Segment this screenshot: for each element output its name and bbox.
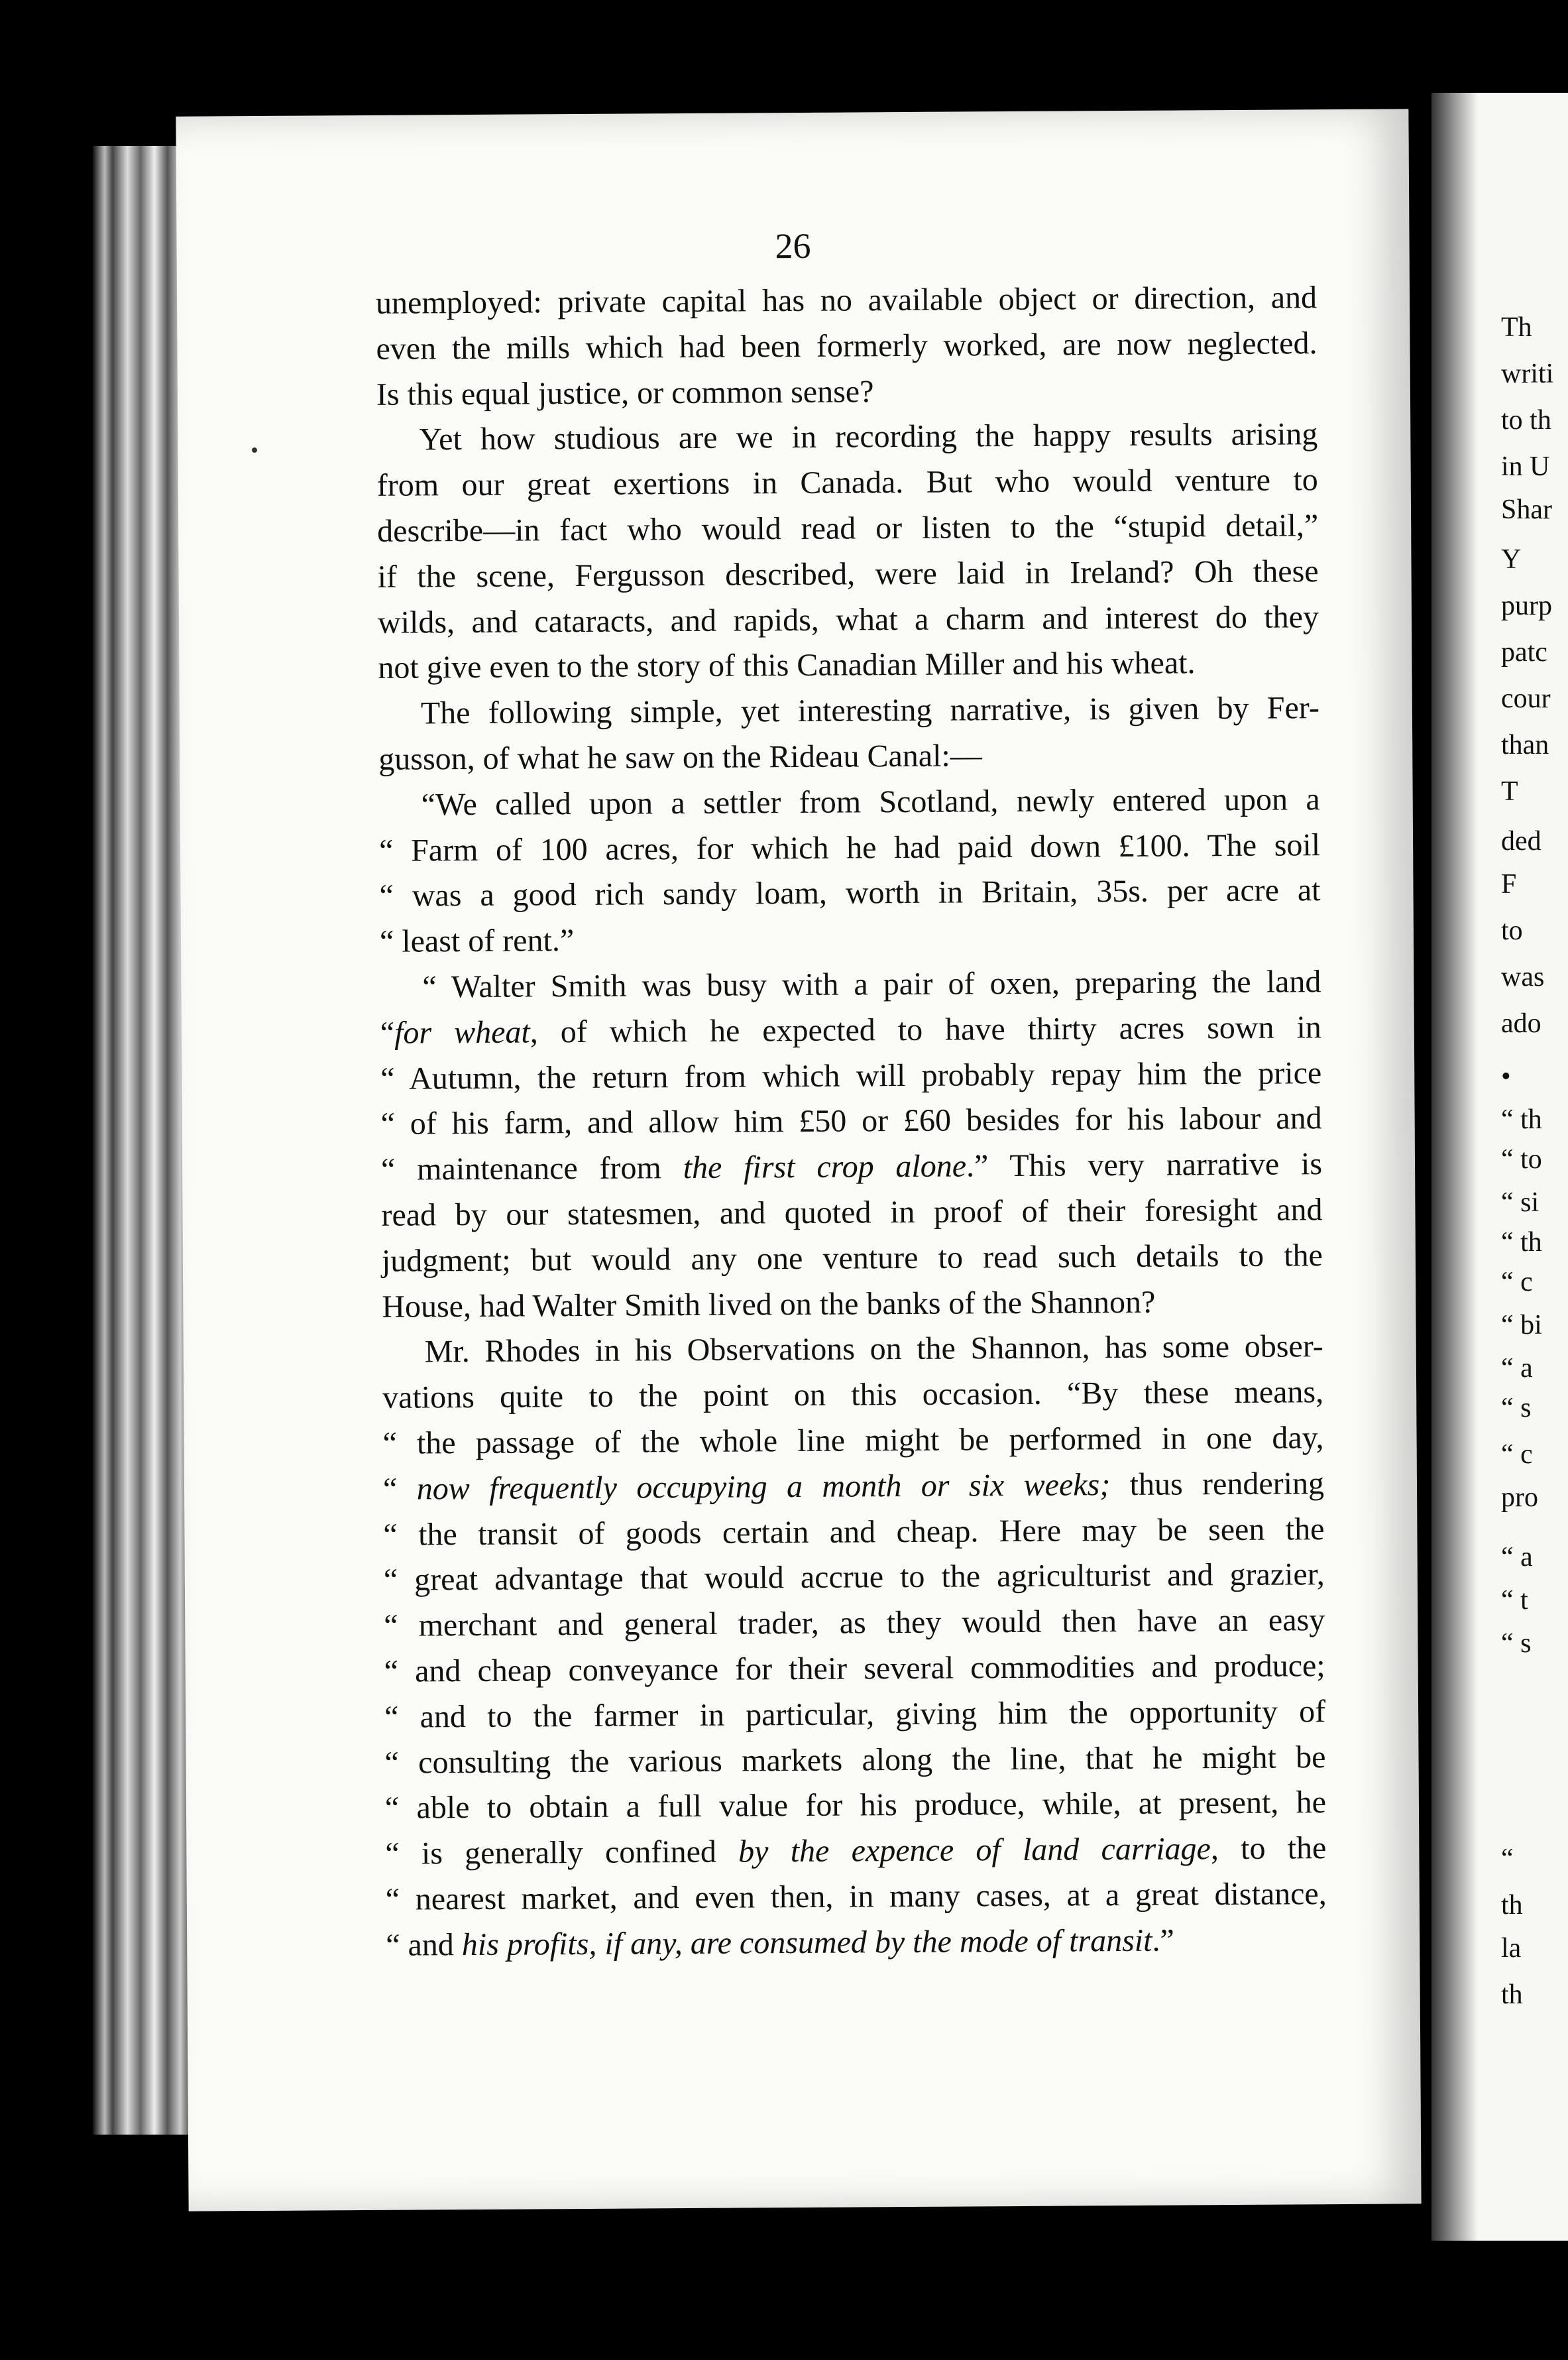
facing-page-fragment: “ th bbox=[1501, 1227, 1542, 1258]
facing-page-fragment: in U bbox=[1501, 451, 1550, 482]
facing-page-fragment: “ a bbox=[1501, 1353, 1533, 1384]
text-line: “We called upon a settler from Scotland, newly entered upon a bbox=[421, 781, 1320, 823]
facing-page-fragment: th bbox=[1501, 1890, 1523, 1920]
facing-page-fragment: ded bbox=[1501, 826, 1541, 856]
text-line: “ is generally confined by the expence of land carriage, to the bbox=[385, 1830, 1327, 1871]
text-line: “ and his profits, if any, are consumed by the mode of transit.” bbox=[386, 1922, 1174, 1963]
text-line: if the scene, Fergusson described, were laid in Ireland? Oh these bbox=[377, 553, 1319, 595]
text-line: “ Farm of 100 acres, for which he had paid down £100. The soil bbox=[378, 827, 1321, 868]
text-line: Is this equal justice, or common sense? bbox=[376, 373, 874, 412]
facing-page-gutter bbox=[1431, 93, 1478, 2241]
text-line: “ merchant and general trader, as they would then have an easy bbox=[384, 1602, 1325, 1643]
text-line: even the mills which had been formerly worked, are now neglected. bbox=[376, 325, 1317, 367]
facing-page-fragment: la bbox=[1501, 1933, 1522, 1964]
facing-page-fragment: • bbox=[1501, 1061, 1511, 1092]
facing-page-fragment: purp bbox=[1501, 591, 1552, 621]
text-line: “ least of rent.” bbox=[379, 923, 575, 960]
facing-page-fragment: F bbox=[1501, 869, 1517, 900]
facing-page-fragment: “ s bbox=[1501, 1393, 1532, 1423]
page-number: 26 bbox=[775, 225, 811, 266]
page-body-text bbox=[376, 275, 1327, 1968]
facing-page-fragment: “ th bbox=[1501, 1104, 1542, 1135]
text-line: “ the transit of goods certain and cheap. Here may be seen the bbox=[383, 1511, 1325, 1553]
facing-page-fragment: “ c bbox=[1501, 1439, 1533, 1470]
facing-page bbox=[1431, 93, 1568, 2241]
text-line: describe—in fact who would read or listen to the “stupid detail,” bbox=[377, 508, 1319, 549]
text-line: “ now frequently occupying a month or six weeks; thus rendering bbox=[382, 1465, 1325, 1507]
text-line: “ the passage of the whole line might be performed in one day, bbox=[382, 1420, 1324, 1461]
facing-page-fragment: Th bbox=[1501, 312, 1532, 343]
facing-page-fragment: pro bbox=[1501, 1482, 1538, 1513]
text-line: wilds, and cataracts, and rapids, what a charm and interest do they bbox=[377, 599, 1319, 640]
text-line: “ maintenance from the first crop alone.” This very narrative is bbox=[380, 1146, 1323, 1187]
facing-page-fragment: writi bbox=[1501, 359, 1554, 389]
text-line: “ Autumn, the return from which will probably repay him the price bbox=[380, 1055, 1322, 1096]
text-line: vations quite to the point on this occasion. “By these means, bbox=[382, 1374, 1324, 1415]
text-line: “ great advantage that would accrue to the agriculturist and grazier, bbox=[383, 1557, 1325, 1598]
facing-page-fragment: “ c bbox=[1501, 1267, 1533, 1297]
text-line: “ Walter Smith was busy with a pair of oxen, preparing the land bbox=[422, 964, 1321, 1005]
text-line: read by our statesmen, and quoted in proof of their foresight and bbox=[381, 1192, 1323, 1233]
facing-page-fragment: Y bbox=[1501, 544, 1522, 575]
facing-page-fragment: T bbox=[1501, 776, 1518, 807]
text-line: The following simple, yet interesting narrative, is given by Fer- bbox=[420, 690, 1320, 731]
text-line: “ was a good rich sandy loam, worth in Britain, 35s. per acre at bbox=[379, 872, 1321, 914]
facing-page-fragment: th bbox=[1501, 1979, 1523, 2010]
text-line: “ nearest market, and even then, in many cases, at a great distance, bbox=[385, 1876, 1327, 1917]
text-line: “ consulting the various markets along the line, that he might be bbox=[384, 1739, 1326, 1781]
facing-page-fragment: “ to bbox=[1501, 1144, 1542, 1175]
text-line: gusson, of what he saw on the Rideau Canal:— bbox=[378, 738, 982, 777]
facing-page-fragment: “ s bbox=[1501, 1628, 1532, 1659]
book-page bbox=[176, 109, 1421, 2211]
ink-speck bbox=[252, 447, 257, 453]
facing-page-fragment: Shar bbox=[1501, 495, 1552, 525]
facing-page-fragment: cour bbox=[1501, 683, 1551, 714]
text-line: “for wheat, of which he expected to have thirty acres sown in bbox=[380, 1009, 1321, 1051]
text-line: unemployed: private capital has no available object or direction, and bbox=[375, 280, 1317, 321]
text-line: “ of his farm, and allow him £50 or £60 besides for his labour and bbox=[380, 1100, 1322, 1142]
text-line: House, had Walter Smith lived on the banks of the Shannon? bbox=[382, 1284, 1156, 1325]
facing-page-fragment: “ a bbox=[1501, 1542, 1533, 1572]
text-line: judgment; but would any one venture to read such details to the bbox=[381, 1237, 1323, 1279]
facing-page-fragment: “ bbox=[1501, 1844, 1514, 1874]
facing-page-fragment: ado bbox=[1501, 1008, 1541, 1039]
facing-page-fragment: to bbox=[1501, 915, 1523, 946]
facing-page-fragment: “ t bbox=[1501, 1585, 1528, 1616]
text-line: “ and to the farmer in particular, giving him the opportunity of bbox=[384, 1693, 1326, 1735]
text-line: “ and cheap conveyance for their several commodities and produce; bbox=[384, 1648, 1325, 1689]
facing-page-fragment: than bbox=[1501, 730, 1549, 760]
facing-page-fragment: “ si bbox=[1501, 1187, 1540, 1218]
text-line: Yet how studious are we in recording the happy results arising bbox=[419, 416, 1318, 457]
facing-page-fragment: “ bi bbox=[1501, 1310, 1542, 1340]
text-line: not give even to the story of this Canadian Miller and his wheat. bbox=[378, 645, 1196, 686]
text-line: “ able to obtain a full value for his produce, while, at present, he bbox=[384, 1785, 1327, 1826]
facing-page-fragment: was bbox=[1501, 962, 1545, 992]
facing-page-fragment: to th bbox=[1501, 405, 1551, 436]
text-line: from our great exertions in Canada. But who would venture to bbox=[376, 462, 1318, 504]
facing-page-fragment: patc bbox=[1501, 637, 1547, 668]
text-line: Mr. Rhodes in his Observations on the Shannon, has some obser- bbox=[424, 1328, 1323, 1370]
